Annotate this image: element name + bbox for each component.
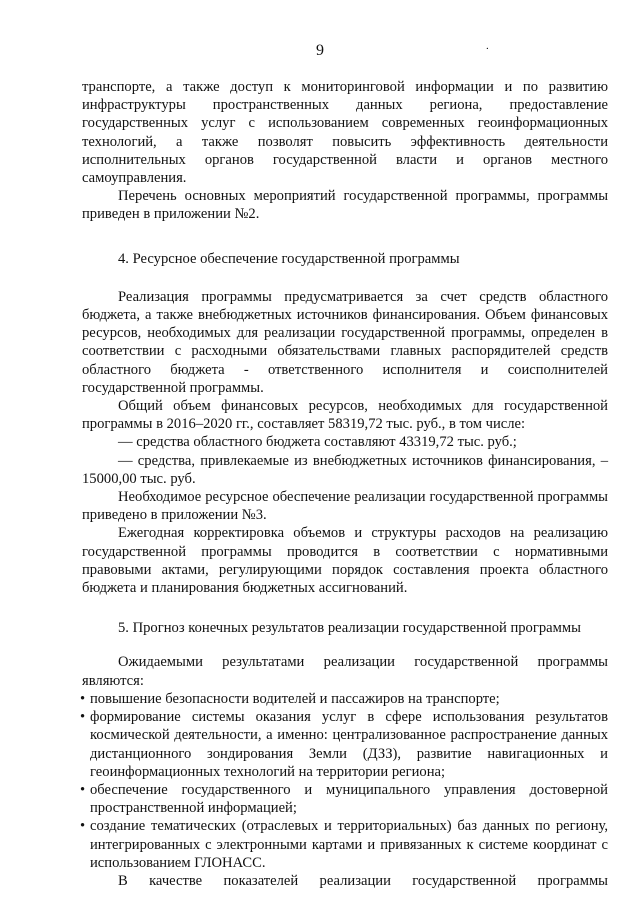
list-item: • создание тематических (отраслевых и территориальных) баз данных по региону, интегрированных с электронными картами и привязанных к системе координат с использованием ГЛОНАСС.: [82, 817, 608, 872]
list-item: • обеспечение государственного и муниципального управления достоверной пространственной информацией;: [82, 781, 608, 817]
paragraph-funding: Реализация программы предусматривается за счет средств областного бюджета, а также внебюджетных источников финансирования. Объем финансовых ресурсов, необходимых для реализации государственной программы, определен в соответствии с расходными обязательствами главных распорядителей средств областного бюджета - ответственного исполнителя и соисполнителей государственной программы.: [82, 288, 608, 396]
page-mark: .: [486, 40, 489, 52]
paragraph-expected-results: Ожидаемыми результатами реализации государственной программы являются:: [82, 654, 608, 689]
paragraph-resource-appendix: Необходимое ресурсное обеспечение реализации государственной программы приведено в приложении №3.: [82, 489, 608, 524]
results-list: [82, 690, 608, 872]
section-heading-5: 5. Прогноз конечных результатов реализации государственной программы: [118, 620, 581, 637]
paragraph-activities-list: Перечень основных мероприятий государственной программы, программы приведен в приложении №2.: [82, 188, 608, 223]
section-heading-4: 4. Ресурсное обеспечение государственной программы: [118, 250, 460, 267]
document-body: [82, 78, 608, 890]
paragraph-indicators: В качестве показателей реализации государственной программы: [118, 872, 608, 889]
paragraph-continuation: транспорте, а также доступ к мониторинговой информации и по развитию инфраструктуры пространственных данных региона, предоставление государственных услуг с использованием современных геоинформационных технологий, а также позволят повысить эффективность деятельности исполнительных органов государственной власти и органов местного самоуправления.: [82, 79, 608, 187]
paragraph-annual-adjustment: Ежегодная корректировка объемов и структуры расходов на реализацию государственной программы проводится в соответствии с нормативными правовыми актами, регулирующими порядок составления проекта областного бюджета и планирования бюджетных ассигнований.: [82, 525, 608, 597]
list-item: • формирование системы оказания услуг в сфере использования результатов космической деятельности, а именно: централизованное распространение данных дистанционного зондирования Земли (ДЗЗ), развитие навигационных и геоинформационных технологий на территории региона;: [82, 708, 608, 781]
page-number: 9: [316, 42, 324, 59]
paragraph-regional-budget: — средства областного бюджета составляют 43319,72 тыс. руб.;: [118, 434, 517, 451]
paragraph-total-volume: Общий объем финансовых ресурсов, необходимых для государственной программы в 2016–2020 гг., составляет 58319,72 тыс. руб., в том числе:: [82, 398, 608, 433]
paragraph-extra-budget: — средства, привлекаемые из внебюджетных источников финансирования, – 15000,00 тыс. руб.: [82, 452, 608, 487]
list-item: • повышение безопасности водителей и пассажиров на транспорте;: [82, 690, 608, 708]
